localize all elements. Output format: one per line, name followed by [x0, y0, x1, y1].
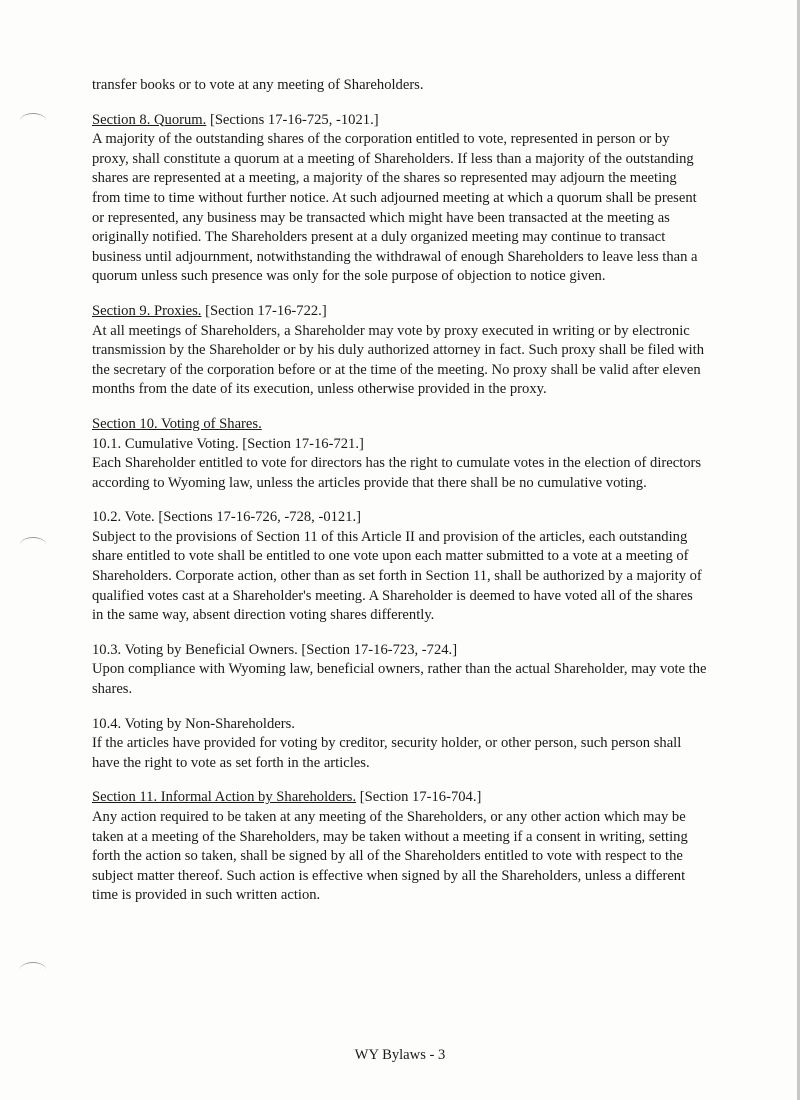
section-10-heading: Section 10. Voting of Shares.	[92, 415, 262, 432]
subsection-10-4-body: If the articles have provided for voting by creditor, security holder, or other person, such person shall have the right to vote as set forth in the articles.	[92, 735, 682, 771]
page-footer: WY Bylaws - 3	[354, 1047, 446, 1063]
subsection-10-3-body: Upon compliance with Wyoming law, beneficial owners, rather than the actual Shareholder, may vote the shares.	[92, 661, 707, 698]
section-9-body: At all meetings of Shareholders, a Shareholder may vote by proxy executed in writing or by electronic transmission by the Shareholder or by his duly authorized attorney in fact. Such proxy shall be filed with the secretary of the corporation before or at the time of the meeting. No proxy shall be valid after eleven months from the date of its execution, unless otherwise provided in the proxy.	[92, 322, 704, 398]
punch-hole-mark	[20, 537, 46, 552]
section-8-title	[92, 111, 707, 131]
subsection-10-2-body: Subject to the provisions of Section 11 of this Article II and provision of the articles, each outstanding share entitled to vote shall be entitled to one vote upon each matter submitted to a vote at a meeting of Shareholders. Corporate action, other than as set forth in Section 11, shall be authorized by a majority of qualified votes cast at a Shareholder's meeting. A Shareholder is deemed to have voted all of the shares in the same way, absent direction voting shares differently.	[92, 528, 702, 624]
section-10	[92, 415, 707, 493]
subsection-10-1-body: Each Shareholder entitled to vote for directors has the right to cumulate votes in the election of directors according to Wyoming law, unless the articles provide that there shall be no cumulative voting.	[92, 455, 702, 491]
document-body	[92, 76, 707, 921]
intro-text: transfer books or to vote at any meeting of Shareholders.	[92, 77, 424, 93]
section-9-title	[92, 302, 707, 322]
section-8-body: A majority of the outstanding shares of the corporation entitled to vote, represented in person or by proxy, shall constitute a quorum at a meeting of Shareholders. If less than a majority of the outstanding shares are represented at a meeting, a majority of the shares so represented may adjourn the meeting from time to time without further notice. At such adjourned meeting at which a quorum shall be present or represented, any business may be transacted which might have been transacted at the meeting as originally notified. The Shareholders present at a duly organized meeting may continue to transact business until adjournment, notwithstanding the withdrawal of enough Shareholders to leave less than a quorum unless such presence was only for the sole purpose of objection to notice given.	[92, 131, 698, 285]
punch-hole-mark	[20, 962, 46, 977]
punch-hole-mark	[20, 113, 46, 128]
section-9	[92, 302, 707, 400]
section-11-heading: Section 11. Informal Action by Shareholders.	[92, 789, 357, 806]
section-9-heading: Section 9. Proxies.	[92, 302, 202, 319]
subsection-10-3	[92, 641, 707, 700]
section-8	[92, 111, 707, 287]
subsection-10-3-title: 10.3. Voting by Beneficial Owners. [Section 17-16-723, -724.]	[92, 641, 458, 658]
section-11-body: Any action required to be taken at any meeting of the Shareholders, or any other action which may be taken at a meeting of the Shareholders, may be taken without a meeting if a consent in writing, setting forth the action so taken, shall be signed by all of the Shareholders entitled to vote with respect to the subject matter thereof. Such action is effective when signed by all the Shareholders, unless a different time is provided in such written action.	[92, 809, 688, 904]
subsection-10-2	[92, 508, 707, 626]
subsection-10-2-title: 10.2. Vote. [Sections 17-16-726, -728, -0121.]	[92, 509, 362, 526]
subsection-10-1-title: 10.1. Cumulative Voting. [Section 17-16-721.]	[92, 435, 364, 452]
subsection-10-4	[92, 715, 707, 774]
section-8-heading: Section 8. Quorum.	[92, 111, 207, 128]
section-9-citation: [Section 17-16-722.]	[201, 302, 327, 319]
subsection-10-4-title: 10.4. Voting by Non-Shareholders.	[92, 715, 295, 732]
section-11-title	[92, 788, 707, 808]
section-11	[92, 788, 707, 906]
section-8-citation: [Sections 17-16-725, -1021.]	[206, 111, 379, 128]
section-11-citation: [Section 17-16-704.]	[356, 789, 482, 806]
